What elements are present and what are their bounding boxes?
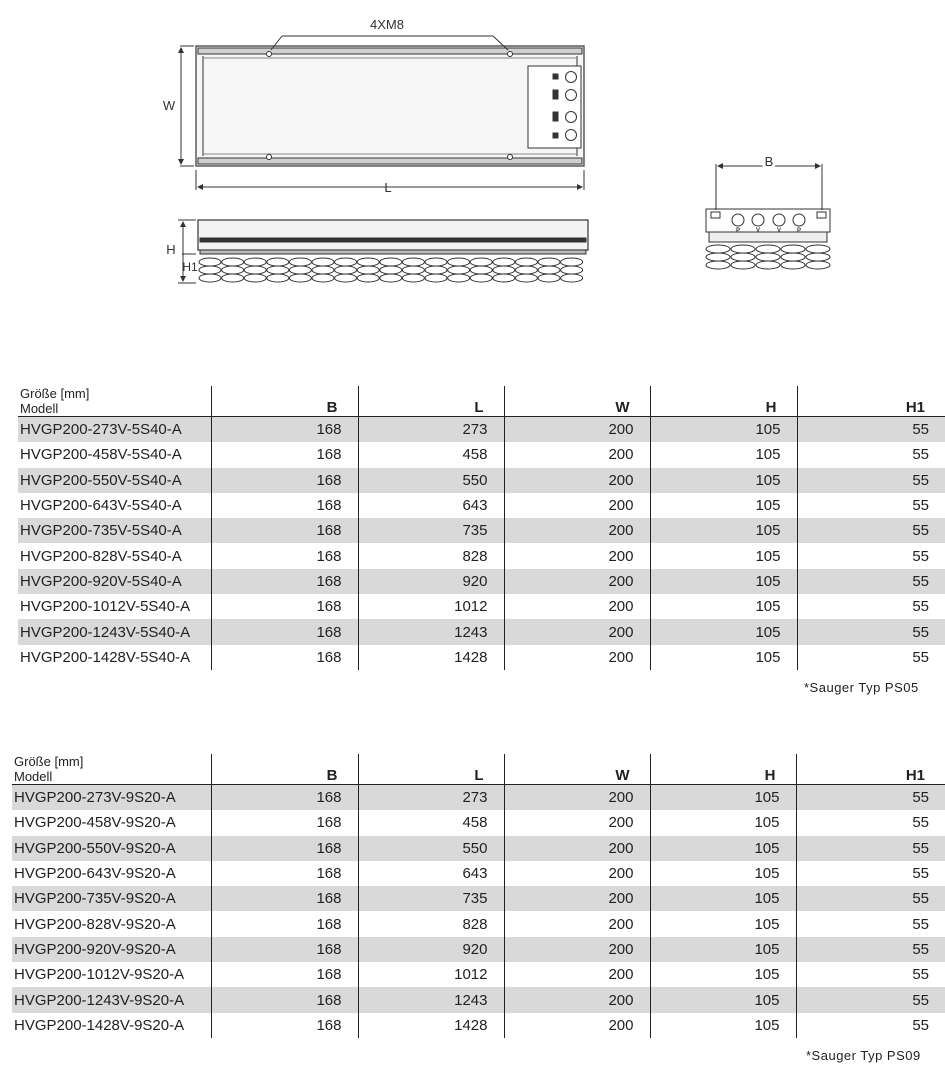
cell-model: HVGP200-643V-5S40-A <box>20 497 182 515</box>
suction-cup-ring <box>402 274 424 282</box>
cell-h1: 55 <box>797 442 945 467</box>
cell-w: 200 <box>504 886 650 911</box>
table-row <box>12 911 945 936</box>
cell-h1: 55 <box>797 468 945 493</box>
port-label-3: V <box>776 228 782 234</box>
cell-model: HVGP200-1243V-5S40-A <box>18 619 211 644</box>
cell-h: 105 <box>650 987 796 1012</box>
suction-cup-ring <box>312 274 334 282</box>
cell-w: 200 <box>504 493 650 518</box>
table-row <box>18 619 945 644</box>
cell-w: 200 <box>504 518 650 543</box>
suction-cup-ring <box>515 274 537 282</box>
cell-model: HVGP200-828V-9S20-A <box>14 915 176 933</box>
suction-cups-end <box>706 245 830 269</box>
column-header-h: H <box>650 754 796 785</box>
cell-h1: 55 <box>797 619 945 644</box>
cell-l: 1243 <box>358 619 504 644</box>
suction-cup-ring <box>335 258 357 266</box>
cell-h: 105 <box>650 442 797 467</box>
table-row <box>18 543 945 568</box>
cell-l: 735 <box>358 518 504 543</box>
suction-cups-side <box>199 258 583 282</box>
cell-model: HVGP200-735V-9S20-A <box>12 886 211 911</box>
dim-l-label: L <box>384 180 392 195</box>
cell-h1: 55 <box>797 417 945 443</box>
cell-w: 200 <box>504 442 650 467</box>
cell-l: 273 <box>358 417 504 443</box>
dim-w <box>180 46 194 166</box>
footnote-ps05: *Sauger Typ PS05 <box>804 680 919 695</box>
suction-cup-ring <box>731 245 755 253</box>
cell-h: 105 <box>650 543 797 568</box>
column-header-b: B <box>211 754 358 785</box>
suction-cup-ring <box>470 258 492 266</box>
cell-model: HVGP200-550V-5S40-A <box>18 468 211 493</box>
cell-h1: 55 <box>796 785 945 811</box>
cell-w: 200 <box>504 468 650 493</box>
column-header-h: H <box>650 386 797 417</box>
cell-model: HVGP200-643V-9S20-A <box>14 865 176 883</box>
cell-model: HVGP200-1243V-9S20-A <box>12 987 211 1012</box>
suction-cup-ring <box>448 266 470 274</box>
cell-h: 105 <box>650 594 797 619</box>
cell-model: HVGP200-273V-9S20-A <box>12 785 211 811</box>
cell-h1: 55 <box>797 645 945 670</box>
cell-w: 200 <box>504 962 650 987</box>
cell-model: HVGP200-1428V-5S40-A <box>20 648 191 666</box>
dim-b <box>716 164 822 210</box>
cell-h1: 55 <box>797 493 945 518</box>
suction-cup-ring <box>380 274 402 282</box>
cell-h1: 55 <box>796 962 945 987</box>
cell-w: 200 <box>504 1013 650 1038</box>
suction-cup-ring <box>222 266 244 274</box>
cell-w: 200 <box>504 594 650 619</box>
cell-b: 168 <box>211 886 358 911</box>
suction-cup-ring <box>781 245 805 253</box>
suction-cup-ring <box>335 266 357 274</box>
table-row <box>12 886 945 911</box>
table-row <box>12 836 945 861</box>
cell-l: 1012 <box>358 962 504 987</box>
cell-b: 168 <box>211 911 358 936</box>
cell-w: 200 <box>504 569 650 594</box>
suction-cup-ring <box>267 274 289 282</box>
cell-b: 168 <box>211 493 358 518</box>
cell-l: 458 <box>358 442 504 467</box>
table-row <box>18 645 945 670</box>
dim-h1-label: H1 <box>182 260 198 274</box>
cell-b: 168 <box>211 810 358 835</box>
column-header-l: L <box>358 754 504 785</box>
cell-b: 168 <box>211 962 358 987</box>
suction-cup-ring <box>493 274 515 282</box>
thread-label: 4XM8 <box>370 17 404 32</box>
cell-h: 105 <box>650 836 796 861</box>
suction-cup-ring <box>267 258 289 266</box>
cell-model: HVGP200-1012V-9S20-A <box>14 966 185 984</box>
cell-h: 105 <box>650 417 797 443</box>
cell-b: 168 <box>211 645 358 670</box>
suction-cup-ring <box>806 245 830 253</box>
dim-b-label: B <box>764 154 774 169</box>
cell-b: 168 <box>211 468 358 493</box>
table-row <box>12 987 945 1012</box>
suction-cup-ring <box>244 266 266 274</box>
cell-h1: 55 <box>796 1013 945 1038</box>
cell-l: 1428 <box>358 645 504 670</box>
column-header-w: W <box>504 386 650 417</box>
cell-w: 200 <box>504 861 650 886</box>
cell-model: HVGP200-273V-5S40-A <box>18 417 211 443</box>
suction-cup-ring <box>781 253 805 261</box>
cell-h: 105 <box>650 911 796 936</box>
cell-l: 643 <box>358 493 504 518</box>
table-row <box>18 442 945 467</box>
cell-w: 200 <box>504 543 650 568</box>
suction-cup-ring <box>425 274 447 282</box>
suction-cup-ring <box>244 258 266 266</box>
suction-cup-ring <box>380 266 402 274</box>
suction-cup-ring <box>561 266 583 274</box>
header-size: Größe [mm] <box>14 754 84 769</box>
cell-w: 200 <box>504 645 650 670</box>
suction-cup-ring <box>706 253 730 261</box>
suction-cup-ring <box>335 274 357 282</box>
suction-cup-ring <box>538 258 560 266</box>
cell-h: 105 <box>650 645 797 670</box>
suction-cup-ring <box>222 258 244 266</box>
cell-b: 168 <box>211 937 358 962</box>
suction-cup-ring <box>493 266 515 274</box>
cell-l: 828 <box>358 543 504 568</box>
cell-h: 105 <box>650 569 797 594</box>
suction-cup-ring <box>806 253 830 261</box>
suction-cup-ring <box>425 266 447 274</box>
suction-cup-ring <box>448 274 470 282</box>
cell-b: 168 <box>211 1013 358 1038</box>
cell-model: HVGP200-550V-9S20-A <box>12 836 211 861</box>
suction-cup-ring <box>312 266 334 274</box>
cell-model: HVGP200-920V-5S40-A <box>18 569 211 594</box>
cell-h: 105 <box>650 937 796 962</box>
suction-cup-ring <box>493 258 515 266</box>
table-row <box>18 594 945 619</box>
cell-h1: 55 <box>797 594 945 619</box>
cell-h: 105 <box>650 962 796 987</box>
cell-h1: 55 <box>796 886 945 911</box>
table-row <box>18 518 945 543</box>
spec-table-ps05 <box>18 386 945 670</box>
column-header-h1: H1 <box>797 386 945 417</box>
table-header-size-model <box>18 386 211 417</box>
suction-cup-ring <box>267 266 289 274</box>
cell-w: 200 <box>504 836 650 861</box>
cell-model: HVGP200-1012V-5S40-A <box>20 598 191 616</box>
column-header-h1: H1 <box>796 754 945 785</box>
cell-l: 920 <box>358 569 504 594</box>
table-row <box>12 962 945 987</box>
cell-h1: 55 <box>796 810 945 835</box>
cell-b: 168 <box>211 987 358 1012</box>
cell-h: 105 <box>650 861 796 886</box>
cell-w: 200 <box>504 417 650 443</box>
suction-cup-ring <box>515 266 537 274</box>
cell-b: 168 <box>211 785 358 811</box>
column-header-b: B <box>211 386 358 417</box>
cell-l: 1012 <box>358 594 504 619</box>
top-view <box>196 46 584 166</box>
technical-drawing <box>0 0 945 330</box>
table-row <box>18 417 945 443</box>
suction-cup-ring <box>357 266 379 274</box>
cell-h1: 55 <box>797 543 945 568</box>
suction-cup-ring <box>402 266 424 274</box>
cell-l: 550 <box>358 468 504 493</box>
cell-l: 735 <box>358 886 504 911</box>
table-header-size-model <box>12 754 211 785</box>
cell-b: 168 <box>211 543 358 568</box>
suction-cup-ring <box>706 261 730 269</box>
cell-model: HVGP200-920V-9S20-A <box>12 937 211 962</box>
cell-h1: 55 <box>796 987 945 1012</box>
cell-h: 105 <box>650 518 797 543</box>
spec-table-ps09 <box>12 754 945 1038</box>
cell-w: 200 <box>504 911 650 936</box>
port-label-2: V <box>755 228 761 234</box>
suction-cup-ring <box>561 258 583 266</box>
cell-w: 200 <box>504 785 650 811</box>
cell-b: 168 <box>211 836 358 861</box>
port-label-1: P <box>735 228 741 234</box>
end-view <box>706 209 830 242</box>
table-row <box>18 569 945 594</box>
table-row <box>12 861 945 886</box>
suction-cup-ring <box>357 274 379 282</box>
table-row <box>12 1013 945 1038</box>
cell-model: HVGP200-735V-5S40-A <box>18 518 211 543</box>
suction-cup-ring <box>289 258 311 266</box>
header-model: Modell <box>20 401 59 416</box>
table-row <box>12 810 945 835</box>
cell-h: 105 <box>650 810 796 835</box>
cell-h1: 55 <box>796 937 945 962</box>
suction-cup-ring <box>199 274 221 282</box>
cell-w: 200 <box>504 810 650 835</box>
table-row <box>12 937 945 962</box>
cell-w: 200 <box>504 937 650 962</box>
table-row <box>12 785 945 811</box>
cell-h1: 55 <box>796 861 945 886</box>
cell-l: 1243 <box>358 987 504 1012</box>
cell-b: 168 <box>211 619 358 644</box>
cell-b: 168 <box>211 518 358 543</box>
cell-b: 168 <box>211 442 358 467</box>
cell-h: 105 <box>650 619 797 644</box>
cell-b: 168 <box>211 569 358 594</box>
suction-cup-ring <box>312 258 334 266</box>
suction-cup-ring <box>357 258 379 266</box>
suction-cup-ring <box>538 266 560 274</box>
cell-h: 105 <box>650 886 796 911</box>
suction-cup-ring <box>402 258 424 266</box>
suction-cup-ring <box>289 274 311 282</box>
suction-cup-ring <box>756 245 780 253</box>
cell-w: 200 <box>504 987 650 1012</box>
dim-h-label: H <box>166 242 176 257</box>
suction-cup-ring <box>756 261 780 269</box>
suction-cup-ring <box>380 258 402 266</box>
cell-w: 200 <box>504 619 650 644</box>
cell-h: 105 <box>650 468 797 493</box>
suction-cup-ring <box>561 274 583 282</box>
cell-b: 168 <box>211 417 358 443</box>
column-header-w: W <box>504 754 650 785</box>
suction-cup-ring <box>706 245 730 253</box>
cell-b: 168 <box>211 861 358 886</box>
cell-h: 105 <box>650 1013 796 1038</box>
suction-cup-ring <box>289 266 311 274</box>
cell-l: 643 <box>358 861 504 886</box>
dim-w-label: W <box>162 98 176 113</box>
table-row <box>18 493 945 518</box>
suction-cup-ring <box>425 258 447 266</box>
cell-l: 920 <box>358 937 504 962</box>
cell-h1: 55 <box>796 911 945 936</box>
suction-cup-ring <box>756 253 780 261</box>
suction-cup-ring <box>448 258 470 266</box>
cell-h: 105 <box>650 785 796 811</box>
header-size: Größe [mm] <box>20 386 90 401</box>
cell-h: 105 <box>650 493 797 518</box>
port-label-4: P <box>796 228 802 234</box>
suction-cup-ring <box>731 261 755 269</box>
cell-l: 273 <box>358 785 504 811</box>
suction-cup-ring <box>731 253 755 261</box>
column-header-l: L <box>358 386 504 417</box>
suction-cup-ring <box>244 274 266 282</box>
cell-model: HVGP200-458V-9S20-A <box>14 814 176 832</box>
cell-b: 168 <box>211 594 358 619</box>
cell-model: HVGP200-1428V-9S20-A <box>14 1016 185 1034</box>
cell-l: 1428 <box>358 1013 504 1038</box>
cell-h1: 55 <box>797 518 945 543</box>
cell-h1: 55 <box>797 569 945 594</box>
suction-cup-ring <box>470 274 492 282</box>
suction-cup-ring <box>538 274 560 282</box>
cell-l: 828 <box>358 911 504 936</box>
suction-cup-ring <box>470 266 492 274</box>
cell-l: 458 <box>358 810 504 835</box>
suction-cup-ring <box>515 258 537 266</box>
suction-cup-ring <box>806 261 830 269</box>
suction-cup-ring <box>199 258 221 266</box>
suction-cup-ring <box>222 274 244 282</box>
cell-h1: 55 <box>796 836 945 861</box>
table-row <box>18 468 945 493</box>
footnote-ps09: *Sauger Typ PS09 <box>806 1048 921 1063</box>
cell-model: HVGP200-828V-5S40-A <box>20 547 182 565</box>
suction-cup-ring <box>781 261 805 269</box>
header-model: Modell <box>14 769 53 784</box>
suction-cup-ring <box>199 266 221 274</box>
cell-model: HVGP200-458V-5S40-A <box>20 446 182 464</box>
side-view <box>198 220 588 254</box>
cell-l: 550 <box>358 836 504 861</box>
